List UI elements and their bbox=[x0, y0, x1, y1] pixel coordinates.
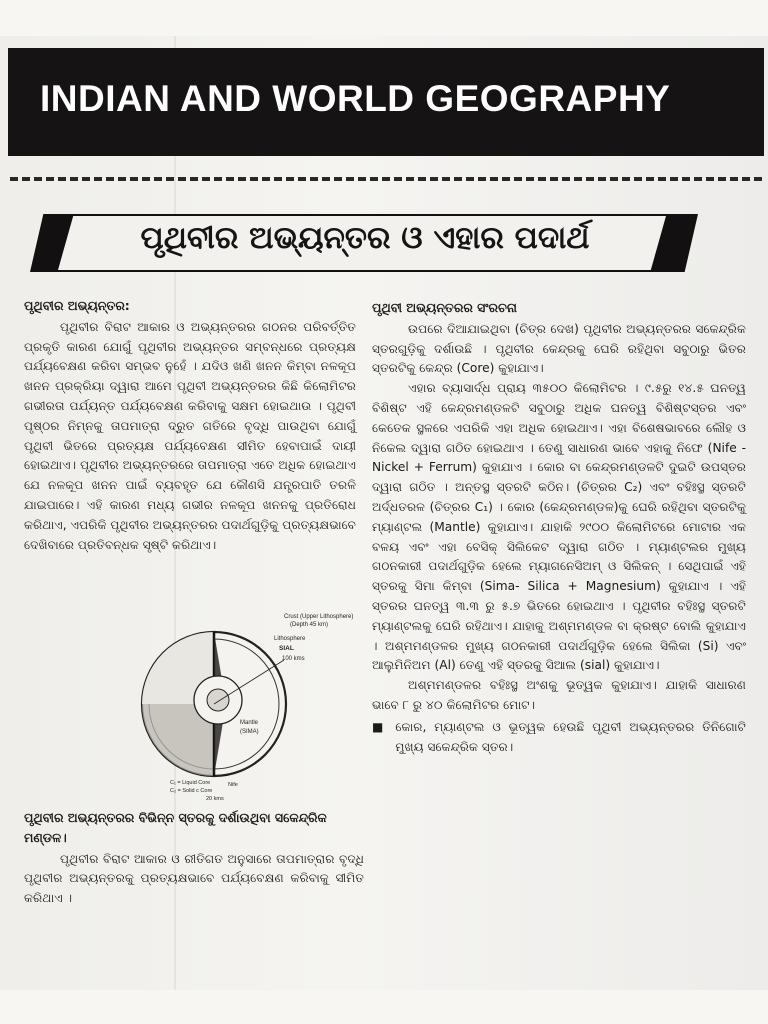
sial-km-label: 100 kms bbox=[282, 656, 305, 662]
sima-label: (SIMA) bbox=[240, 729, 259, 735]
right-paragraph-2: ଏହାର ବ୍ୟାସାର୍ଦ୍ଧ ପ୍ରାୟ ୩୫୦୦ କିଲୋମିଟର । ୯.୫ରୁ ୧୪.୫ ଘନତ୍ୱ ବିଶିଷ୍ଟ ଏହି କେନ୍ଦ୍ରମଣ୍ଡଳଟି ସବୁଠାରୁ ଅଧିକ ଘନତ୍ୱ ବିଶିଷ୍ଟସ୍ତର ଏବଂ କେତେକ ସ୍ଥଳରେ ଏପରିକି ଏହା ଅଧିକ ହୋଇଥାଏ। ଏହା ବିଶେଷଭାବରେ ଲୌହ ଓ ନିକେଲ ଦ୍ୱାରା ଗଠିତ ହୋଇଥାଏ । ତେଣୁ ସାଧାରଣ ଭାବେ ଏହାକୁ ନିଫେ (Nife - Nickel + Ferrum) କୁହାଯାଏ । କୋର ବା କେନ୍ଦ୍ରମଣ୍ଡଳଟି ଦୁଇଟି ଉପସ୍ତର ଦ୍ୱାରା ଗଠିତ । ଅନ୍ତସ୍ଥ ସ୍ତରଟି କଠିନ। (ଚିତ୍ରର C₂) ଏବଂ ବହିଃସ୍ଥ ସ୍ତରଟି ଅର୍ଦ୍ଧତରଳ (ଚିତ୍ରର C₁) । କୋର (କେନ୍ଦ୍ରମଣ୍ଡଳ)କୁ ଘେରି ରହିଥିବା ସ୍ତରଟିକୁ ମ୍ୟାଣ୍ଟଲ (Mantle) କୁହାଯାଏ। ଯାହାକି ୨୯୦୦ କିଲୋମିଟରେ ମୋଟାର ଏକ ବଳୟ ଏବଂ ଏହା ବେସିକ୍ ସିଲିକେଟ ଦ୍ୱାରା ଗଠିତ । ମ୍ୟାଣ୍ଟଲର ମୁଖ୍ୟ ଗଠନକାରୀ ପଦାର୍ଥଗୁଡ଼ିକ ହେଲେ ମ୍ୟାଗନେସିଅମ୍ ଓ ସିଲିକନ୍ । ସେଥିପାଇଁ ଏହି ସ୍ତରକୁ ସିମା କିମ୍ବା (Sima- Silica + Magnesium) କୁହାଯାଏ । ଏହି ସ୍ତରର ଘନତ୍ୱ ୩.୩ ରୁ ୫.୭ ଭିତରେ ହୋଇଥାଏ । ପୃଥିବୀର ବହିଃସ୍ଥ ସ୍ତରଟି ମ୍ୟାଣ୍ଟଲକୁ ଘେରି ରହିଥାଏ। ଯାହାକୁ ଅଶ୍ମମଣ୍ଡଳ ବା କ୍ରଷ୍ଟ ବୋଲି କୁହାଯାଏ । ଅଶ୍ମମଣ୍ଡଳର ମୁଖ୍ୟ ଗଠନକାରୀ ପଦାର୍ଥଗୁଡ଼ିକ ହେଲେ ସିଲିକା (Si) ଏବଂ ଆଲୁମିନିଅମ (Al) ତେଣୁ ଏହି ସ୍ତରକୁ ସିଆଲ (sial) କୁହାଯାଏ। bbox=[372, 381, 746, 673]
liquid-core-label: C₁ = Liquid Core bbox=[170, 780, 211, 786]
bullet-square-icon: ■ bbox=[372, 719, 384, 734]
page-title: INDIAN AND WORLD GEOGRAPHY bbox=[40, 78, 671, 119]
right-column bbox=[372, 298, 746, 757]
figure-caption: ପୃଥିବୀର ଅଭ୍ୟନ୍ତରର ବିଭିନ୍ନ ସ୍ତରକୁ ଦର୍ଶାଉଥିବା ସକେନ୍ଦ୍ରିକ ମଣ୍ଡଳ। bbox=[24, 810, 327, 845]
earth-interior-diagram bbox=[134, 608, 354, 804]
bottom-margin bbox=[0, 990, 768, 1024]
section-title: ପୃଥିବୀର ଅଭ୍ୟନ୍ତର ଓ ଏହାର ପଦାର୍ଥ bbox=[140, 220, 590, 256]
lithosphere-label: Lithosphere bbox=[274, 636, 306, 642]
bullet-text: କୋର, ମ୍ୟାଣ୍ଟଲ ଓ ଭୂତ୍ୱକ ହେଉଛି ପୃଥିବୀ ଅଭ୍ୟନ୍ତରର ତିନିଗୋଟି ମୁଖ୍ୟ ସକେନ୍ଦ୍ରିକ ସ୍ତର। bbox=[395, 719, 746, 754]
right-heading: ପୃଥିବୀ ଅଭ୍ୟନ୍ତରର ସଂରଚନା bbox=[372, 300, 517, 315]
bullet-item bbox=[372, 718, 746, 758]
right-paragraph-3: ଅଶ୍ମମଣ୍ଡଳର ବହିଃସ୍ଥ ଅଂଶକୁ ଭୂତ୍ୱକ କୁହାଯାଏ। ଯାହାକି ସାଧାରଣ ଭାବେ ୮ ରୁ ୪୦ କିଲୋମିଟର ମୋଟ। bbox=[372, 678, 746, 712]
left-lower-section bbox=[24, 808, 364, 909]
depth-label: (Depth 45 km) bbox=[290, 622, 329, 628]
scale-label: 20 kms bbox=[206, 796, 224, 802]
sial-label: SIAL bbox=[279, 645, 294, 652]
inner-core-circle bbox=[207, 689, 229, 711]
left-column bbox=[24, 296, 356, 555]
left-paragraph-1: ପୃଥିବୀର ବିରାଟ ଆକାର ଓ ଅଭ୍ୟନ୍ତରର ଗଠନର ପରିବର୍ତ୍ତିତ ପ୍ରକୃତି କାରଣ ଯୋଗୁଁ ପୃଥିବୀର ଅଭ୍ୟନ୍ତର ସମ୍ବନ୍ଧରେ ପ୍ରତ୍ୟକ୍ଷ ପର୍ଯ୍ୟବେକ୍ଷଣ କରିବା ସମ୍ଭବ ନୁହେଁ । ଯଦିଓ ଖଣି ଖନନ କିମ୍ବା ନଳକୂପ ଖନନ ପ୍ରକ୍ରିୟା ଦ୍ୱାରା ଆମେ ପୃଥିବୀ ଅଭ୍ୟନ୍ତରର କିଛି କିଲୋମିଟର ଗଭୀରତା ପର୍ଯ୍ୟନ୍ତ ପର୍ଯ୍ୟବେକ୍ଷଣ କରିବାକୁ ସକ୍ଷମ ହୋଇଥାଉ । ପୃଥିବୀ ପୃଷ୍ଠର ନିମ୍ନକୁ ତାପମାତ୍ରା ଦ୍ରୁତ ଗତିରେ ବୃଦ୍ଧି ପାଉଥିବା ଯୋଗୁଁ ପୃଥିବୀ ଭିତରେ ପ୍ରତ୍ୟକ୍ଷ ପର୍ଯ୍ୟବେକ୍ଷଣ ସୀମିତ ହେବାପାଇଁ ଦାୟୀ ହୋଇଥାଏ। ପୃଥିବୀର ଅଭ୍ୟନ୍ତରରେ ତାପମାତ୍ରା ଏତେ ଅଧିକ ହୋଇଥାଏ ଯେ ନଳକୂପ ଖନନ ପାଇଁ ବ୍ୟବହୃତ ଯେ କୌଣସି ଯନ୍ତ୍ରପାତି ତରଳି ଯାଇପାରେ। ଏହି କାରଣ ମଧ୍ୟ ଗଭୀର ନଳକୂପ ଖନନକୁ ପ୍ରତିରୋଧ କରିଥାଏ, ଏପରିକି ପୃଥିବୀର ଅଭ୍ୟନ୍ତରର ପଦାର୍ଥଗୁଡ଼ିକୁ ପ୍ରତ୍ୟକ୍ଷଭାବେ ଦେଖିବାରେ ପ୍ରତିବନ୍ଧକ ସୃଷ୍ଟି କରିଥାଏ। bbox=[24, 319, 356, 552]
crust-label: Crust (Upper Lithosphere) bbox=[284, 614, 354, 620]
left-paragraph-2: ପୃଥିବୀର ବିରାଟ ଆକାର ଓ ରୀତିଗତ ଅନୁସାରେ ତାପମାତ୍ରାର ବୃଦ୍ଧି ପୃଥିବୀର ଅଭ୍ୟନ୍ତରକୁ ପ୍ରତ୍ୟକ୍ଷଭାବେ ପର୍ଯ୍ୟବେକ୍ଷଣ କରିବାକୁ ସୀମିତ କରିଥାଏ । bbox=[24, 851, 364, 906]
right-paragraph-1: ଉପରେ ଦିଆଯାଇଥିବା (ଚିତ୍ର ଦେଖ) ପୃଥିବୀର ଅଭ୍ୟନ୍ତରର ସକେନ୍ଦ୍ରିକ ସ୍ତରଗୁଡ଼ିକୁ ଦର୍ଶାଉଛି । ପୃଥିବୀର କେନ୍ଦ୍ରକୁ ଘେରି ରହିଥିବା ସବୁଠାରୁ ଭିତର ସ୍ତରଟିକୁ କେନ୍ଦ୍ର (Core) କୁହାଯାଏ। bbox=[372, 321, 746, 376]
top-margin bbox=[0, 0, 768, 36]
left-heading: ପୃଥିବୀର ଅଭ୍ୟନ୍ତର: bbox=[24, 298, 130, 313]
dashed-divider bbox=[10, 177, 762, 181]
mantle-label: Mantle bbox=[240, 720, 259, 726]
solid-core-label: C₂ = Solid c Core bbox=[170, 788, 213, 794]
nife-label: Nife bbox=[228, 782, 238, 788]
